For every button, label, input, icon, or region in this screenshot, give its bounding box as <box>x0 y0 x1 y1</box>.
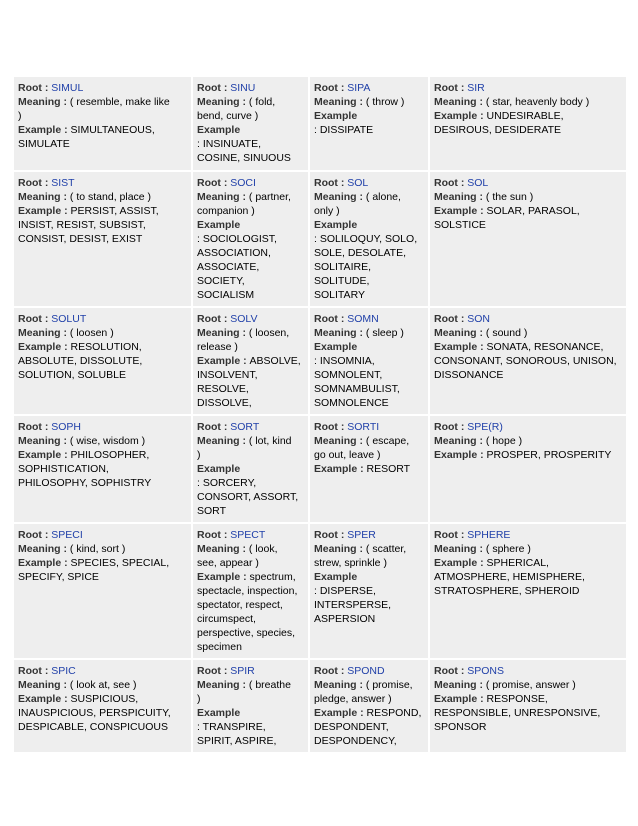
meaning-label: Meaning : <box>314 96 366 108</box>
root-cell <box>310 77 428 170</box>
root-value: SIPA <box>347 82 371 94</box>
meaning-label: Meaning : <box>197 679 249 691</box>
root-label: Root : <box>197 313 231 325</box>
root-label: Root : <box>18 313 52 325</box>
root-line <box>197 176 304 190</box>
root-cell <box>14 77 191 170</box>
root-line <box>197 81 304 95</box>
meaning-line <box>197 326 304 354</box>
example-label: Example : <box>434 205 487 217</box>
example-line: Example : TRANSPIRE, SPIRIT, ASPIRE, <box>197 707 277 747</box>
example-value: TRANSPIRE, SPIRIT, ASPIRE, <box>197 721 277 747</box>
table-body <box>14 77 626 752</box>
meaning-value: ( promise, pledge, answer ) <box>314 679 413 705</box>
meaning-label: Meaning : <box>434 679 486 691</box>
example-value: SORCERY, CONSORT, ASSORT, SORT <box>197 477 299 517</box>
root-line <box>434 312 622 326</box>
example-value: RESPOND, DESPONDENT, DESPONDENCY, <box>314 707 422 747</box>
meaning-label: Meaning : <box>18 191 70 203</box>
root-line <box>314 176 424 190</box>
meaning-value: ( star, heavenly body ) <box>485 96 590 108</box>
root-label: Root : <box>434 529 468 541</box>
root-line <box>314 420 424 434</box>
root-value: SOCI <box>230 177 256 189</box>
example-label: Example : <box>18 124 71 136</box>
example-value: SIMULTANEOUS, SIMULATE <box>18 124 155 150</box>
meaning-value: ( sphere ) <box>485 543 531 555</box>
example-value: SONATA, RESONANCE, CONSONANT, SONOROUS, UNISON, DISSONANCE <box>434 341 617 381</box>
root-label: Root : <box>434 313 468 325</box>
root-value: SPIR <box>230 665 255 677</box>
root-label: Root : <box>18 529 52 541</box>
root-line <box>18 664 187 678</box>
meaning-line <box>18 95 187 123</box>
root-label: Root : <box>197 421 231 433</box>
example-line <box>18 204 187 246</box>
example-line: Example : INSINUATE, COSINE, SINUOUS <box>197 124 291 164</box>
root-label: Root : <box>314 82 348 94</box>
meaning-label: Meaning : <box>197 435 249 447</box>
meaning-label: Meaning : <box>18 435 70 447</box>
example-label: Example : <box>18 557 71 569</box>
meaning-value: ( lot, kind ) <box>197 435 292 461</box>
example-line <box>18 556 187 584</box>
meaning-label: Meaning : <box>434 435 486 447</box>
meaning-label: Meaning : <box>434 327 486 339</box>
meaning-label: Meaning : <box>434 543 486 555</box>
root-label: Root : <box>18 421 52 433</box>
root-value: SOL <box>347 177 369 189</box>
root-line <box>314 312 424 326</box>
root-cell <box>430 416 626 522</box>
root-label: Root : <box>314 177 348 189</box>
meaning-line <box>314 542 424 570</box>
meaning-line <box>197 678 304 706</box>
example-value: RESOLUTION, ABSOLUTE, DISSOLUTE, SOLUTION, SOLUBLE <box>18 341 143 381</box>
example-line: Example : DISSIPATE <box>314 110 374 136</box>
example-label: Example <box>197 463 241 475</box>
meaning-line <box>434 678 622 692</box>
example-line: Example : INSOMNIA, SOMNOLENT, SOMNAMBULIST, SOMNOLENCE <box>314 341 400 409</box>
root-label: Root : <box>18 665 52 677</box>
example-value: PERSIST, ASSIST, INSIST, RESIST, SUBSIST, CONSIST, DESIST, EXIST <box>18 205 159 245</box>
meaning-line <box>197 434 304 462</box>
meaning-value: ( sound ) <box>485 327 528 339</box>
meaning-label: Meaning : <box>18 327 70 339</box>
table-row <box>14 172 626 306</box>
example-value: spectrum, spectacle, inspection, spectator, respect, circumspect, perspective, species, specimen <box>197 571 298 653</box>
meaning-label: Meaning : <box>197 543 249 555</box>
meaning-line <box>314 326 424 340</box>
root-value: SOL <box>467 177 489 189</box>
example-line <box>18 123 187 151</box>
meaning-line <box>434 326 622 340</box>
root-value: SIR <box>467 82 485 94</box>
meaning-label: Meaning : <box>314 543 366 555</box>
meaning-line <box>18 542 187 556</box>
example-label: Example : <box>18 341 71 353</box>
example-line <box>314 462 424 476</box>
meaning-label: Meaning : <box>314 679 366 691</box>
example-label: Example : <box>314 707 367 719</box>
meaning-line <box>197 190 304 218</box>
root-cell <box>310 524 428 658</box>
example-label: Example : <box>314 463 367 475</box>
root-cell <box>14 308 191 414</box>
root-value: SPECT <box>230 529 266 541</box>
example-value: INSOMNIA, SOMNOLENT, SOMNAMBULIST, SOMNOLENCE <box>314 355 400 409</box>
example-value: DISPERSE, INTERSPERSE, ASPERSION <box>314 585 392 625</box>
example-line <box>434 448 622 462</box>
root-cell <box>193 308 308 414</box>
example-label: Example : <box>434 557 487 569</box>
example-value: SOLAR, PARASOL, SOLSTICE <box>434 205 580 231</box>
meaning-label: Meaning : <box>18 96 70 108</box>
root-line <box>314 528 424 542</box>
example-value: SOCIOLOGIST, ASSOCIATION, ASSOCIATE, SOCIETY, SOCIALISM <box>197 233 277 301</box>
root-line <box>314 81 424 95</box>
word-roots-table <box>12 75 628 754</box>
root-cell <box>193 77 308 170</box>
meaning-label: Meaning : <box>314 191 366 203</box>
root-cell <box>310 660 428 752</box>
root-label: Root : <box>197 177 231 189</box>
root-label: Root : <box>18 82 52 94</box>
root-cell <box>310 172 428 306</box>
example-label: Example <box>197 219 241 231</box>
root-line <box>197 528 304 542</box>
root-cell <box>14 172 191 306</box>
root-label: Root : <box>197 82 231 94</box>
root-value: SPOND <box>347 665 385 677</box>
root-value: SOPH <box>51 421 82 433</box>
meaning-value: ( promise, answer ) <box>485 679 576 691</box>
meaning-line <box>197 95 304 123</box>
root-value: SPHERE <box>467 529 511 541</box>
root-line <box>434 664 622 678</box>
example-value: RESPONSE, RESPONSIBLE, UNRESPONSIVE, SPONSOR <box>434 693 601 733</box>
example-value: ABSOLVE, INSOLVENT, RESOLVE, DISSOLVE, <box>197 355 301 409</box>
root-cell <box>430 660 626 752</box>
table-row <box>14 416 626 522</box>
table-row <box>14 77 626 170</box>
example-label: Example : <box>434 341 487 353</box>
root-value: SOMN <box>347 313 379 325</box>
root-value: SPIC <box>51 665 76 677</box>
root-value: SOLUT <box>51 313 87 325</box>
meaning-value: ( look at, see ) <box>69 679 137 691</box>
root-line <box>434 81 622 95</box>
root-label: Root : <box>18 177 52 189</box>
meaning-line <box>18 326 187 340</box>
example-label: Example : <box>197 571 250 583</box>
meaning-value: ( scatter, strew, sprinkle ) <box>314 543 407 569</box>
example-label: Example : <box>18 693 71 705</box>
root-line <box>197 664 304 678</box>
root-value: SPER <box>347 529 376 541</box>
meaning-value: ( fold, bend, curve ) <box>197 96 276 122</box>
table-row <box>14 660 626 752</box>
example-line: Example : SORCERY, CONSORT, ASSORT, SORT <box>197 463 299 517</box>
root-value: SINU <box>230 82 256 94</box>
example-value: SPECIES, SPECIAL, SPECIFY, SPICE <box>18 557 170 583</box>
root-line <box>18 176 187 190</box>
root-label: Root : <box>197 529 231 541</box>
example-line <box>434 109 622 137</box>
example-line: Example : SOCIOLOGIST, ASSOCIATION, ASSOCIATE, SOCIETY, SOCIALISM <box>197 219 277 301</box>
meaning-label: Meaning : <box>197 327 249 339</box>
table-row <box>14 524 626 658</box>
root-value: SORT <box>230 421 260 433</box>
meaning-value: ( breathe ) <box>197 679 291 705</box>
meaning-value: ( the sun ) <box>485 191 534 203</box>
example-label: Example <box>314 219 358 231</box>
root-cell <box>430 524 626 658</box>
meaning-value: ( loosen ) <box>69 327 114 339</box>
example-line <box>197 354 304 410</box>
root-cell <box>310 416 428 522</box>
root-line <box>18 420 187 434</box>
meaning-line <box>197 542 304 570</box>
root-value: SIMUL <box>51 82 84 94</box>
example-label: Example <box>197 124 241 136</box>
meaning-label: Meaning : <box>434 191 486 203</box>
meaning-label: Meaning : <box>197 96 249 108</box>
meaning-value: ( hope ) <box>485 435 523 447</box>
meaning-value: ( to stand, place ) <box>69 191 152 203</box>
root-line <box>314 664 424 678</box>
root-cell <box>193 660 308 752</box>
example-line <box>434 692 622 734</box>
example-label: Example : <box>434 693 487 705</box>
meaning-line <box>18 678 187 692</box>
example-label: Example : <box>18 449 71 461</box>
meaning-label: Meaning : <box>434 96 486 108</box>
example-line <box>434 204 622 232</box>
meaning-label: Meaning : <box>18 679 70 691</box>
root-cell <box>193 172 308 306</box>
meaning-line <box>434 95 622 109</box>
example-value: DISSIPATE <box>319 124 374 136</box>
root-label: Root : <box>314 529 348 541</box>
meaning-value: ( sleep ) <box>365 327 404 339</box>
example-label: Example <box>314 571 358 583</box>
example-line <box>434 556 622 598</box>
example-label: Example : <box>18 205 71 217</box>
table-row <box>14 308 626 414</box>
root-value: SPONS <box>467 665 505 677</box>
example-label: Example <box>197 707 241 719</box>
meaning-label: Meaning : <box>18 543 70 555</box>
meaning-value: ( resemble, make like ) <box>18 96 170 122</box>
root-value: SORTI <box>347 421 380 433</box>
root-line <box>434 176 622 190</box>
meaning-value: ( look, see, appear ) <box>197 543 278 569</box>
meaning-line <box>314 190 424 218</box>
example-line <box>434 340 622 382</box>
root-cell <box>193 524 308 658</box>
root-line <box>197 420 304 434</box>
root-cell <box>430 172 626 306</box>
example-line <box>18 340 187 382</box>
example-line <box>197 570 304 654</box>
root-value: SPE(R) <box>467 421 503 433</box>
example-line <box>314 706 424 748</box>
root-cell <box>14 660 191 752</box>
root-line <box>18 528 187 542</box>
meaning-line <box>434 434 622 448</box>
root-value: SPECI <box>51 529 83 541</box>
example-value: RESORT <box>366 463 411 475</box>
example-label: Example : <box>434 449 487 461</box>
meaning-line <box>434 542 622 556</box>
meaning-label: Meaning : <box>314 327 366 339</box>
root-label: Root : <box>314 665 348 677</box>
meaning-label: Meaning : <box>197 191 249 203</box>
root-value: SOLV <box>230 313 258 325</box>
root-cell <box>193 416 308 522</box>
example-label: Example : <box>434 110 487 122</box>
meaning-value: ( alone, only ) <box>314 191 401 217</box>
meaning-value: ( kind, sort ) <box>69 543 126 555</box>
meaning-line <box>314 95 424 109</box>
root-label: Root : <box>434 665 468 677</box>
root-line <box>434 528 622 542</box>
root-label: Root : <box>434 421 468 433</box>
meaning-value: ( throw ) <box>365 96 405 108</box>
meaning-line <box>18 434 187 448</box>
meaning-line <box>314 678 424 706</box>
root-cell <box>310 308 428 414</box>
root-cell <box>14 524 191 658</box>
root-cell <box>430 308 626 414</box>
root-label: Root : <box>314 313 348 325</box>
root-label: Root : <box>434 177 468 189</box>
example-label: Example : <box>197 355 250 367</box>
root-label: Root : <box>197 665 231 677</box>
example-value: PHILOSOPHER, SOPHISTICATION, PHILOSOPHY, SOPHISTRY <box>18 449 152 489</box>
meaning-value: ( loosen, release ) <box>197 327 290 353</box>
root-line <box>18 312 187 326</box>
example-line: Example : DISPERSE, INTERSPERSE, ASPERSION <box>314 571 392 625</box>
example-line: Example : SOLILOQUY, SOLO, SOLE, DESOLATE, SOLITAIRE, SOLITUDE, SOLITARY <box>314 219 418 301</box>
example-label: Example <box>314 110 358 122</box>
root-line <box>434 420 622 434</box>
meaning-value: ( escape, go out, leave ) <box>314 435 410 461</box>
root-cell <box>430 77 626 170</box>
example-value: INSINUATE, COSINE, SINUOUS <box>197 138 291 164</box>
meaning-line <box>314 434 424 462</box>
root-value: SIST <box>51 177 75 189</box>
meaning-line <box>18 190 187 204</box>
root-label: Root : <box>434 82 468 94</box>
meaning-line <box>434 190 622 204</box>
root-label: Root : <box>314 421 348 433</box>
example-label: Example <box>314 341 358 353</box>
root-line <box>18 81 187 95</box>
meaning-label: Meaning : <box>314 435 366 447</box>
example-value: UNDESIRABLE, DESIROUS, DESIDERATE <box>434 110 564 136</box>
example-value: SPHERICAL, ATMOSPHERE, HEMISPHERE, STRATOSPHERE, SPHEROID <box>434 557 585 597</box>
example-line <box>18 692 187 734</box>
example-value: PROSPER, PROSPERITY <box>486 449 612 461</box>
root-cell <box>14 416 191 522</box>
meaning-value: ( partner, companion ) <box>197 191 291 217</box>
meaning-value: ( wise, wisdom ) <box>69 435 146 447</box>
example-line <box>18 448 187 490</box>
example-value: SUSPICIOUS, INAUSPICIOUS, PERSPICUITY, DESPICABLE, CONSPICUOUS <box>18 693 171 733</box>
root-value: SON <box>467 313 491 325</box>
example-value: SOLILOQUY, SOLO, SOLE, DESOLATE, SOLITAIRE, SOLITUDE, SOLITARY <box>314 233 418 301</box>
root-line <box>197 312 304 326</box>
